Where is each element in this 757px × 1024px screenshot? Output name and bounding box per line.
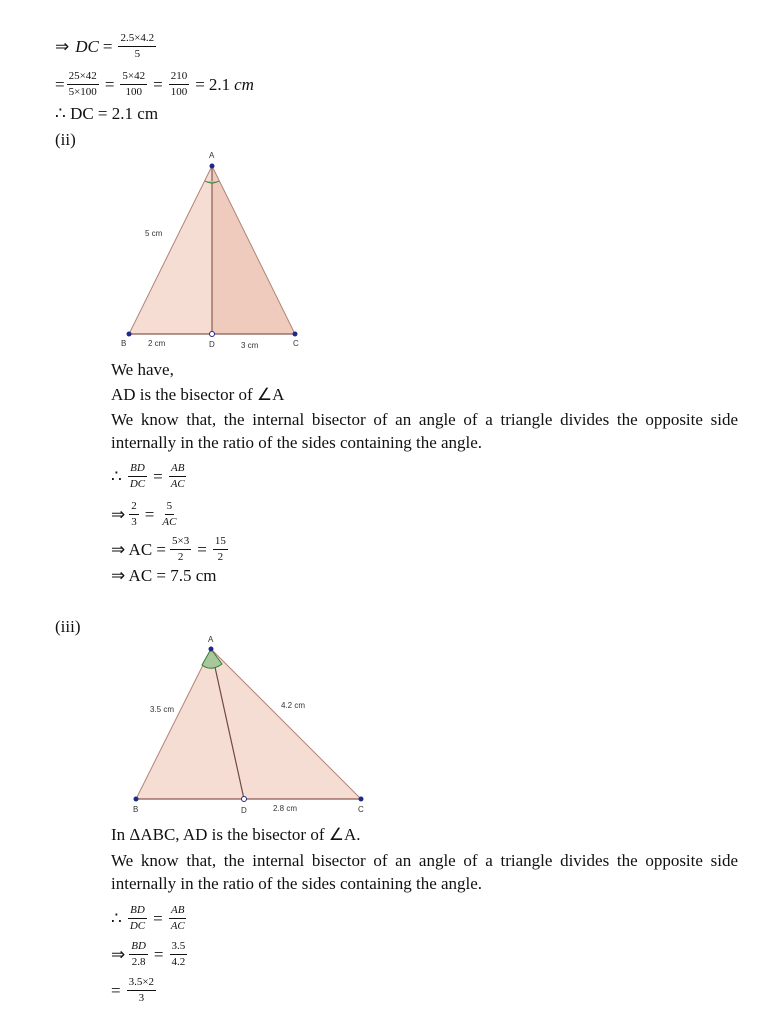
fraction: $\frac{15}{2}$	[214, 535, 226, 563]
ac-result: ⇒ AC = 7.5 cm	[111, 566, 217, 585]
theorem-statement-ii: We know that, the internal bisector of an angle of a triangle divides the opposite side internally in the ratio of the sides containing the angle.	[111, 410, 738, 452]
fraction: $\frac{5\times 42}{100}$	[122, 70, 146, 98]
fraction: $\frac{3.5}{4.2}$	[171, 940, 186, 968]
label-d: D	[241, 806, 247, 815]
point-a	[209, 647, 214, 652]
label-dc-length: 2.8 cm	[273, 804, 298, 813]
result-value: 2.1	[208, 74, 231, 94]
fraction: $\frac{BD}{DC}$	[129, 904, 146, 932]
ratio-step-3: ⇒ AC = $\frac{5\times 3}{2}$ = $\frac{15}{2}$	[111, 535, 226, 563]
fraction: $\frac{AB}{AC}$	[170, 462, 185, 490]
triangle-abc	[136, 649, 361, 799]
point-d	[210, 332, 215, 337]
part-ii-label: (ii)	[55, 130, 76, 149]
fraction: $\frac{2}{3}$	[131, 500, 137, 528]
dc-symbol: DC	[75, 36, 99, 56]
label-a: A	[208, 635, 214, 644]
fraction: $\frac{25\times 42}{5\times 100}$	[68, 70, 97, 98]
dc-calculation-line	[55, 70, 254, 99]
equals-sign: =	[153, 74, 163, 94]
equals-sign: =	[195, 74, 205, 94]
triangle-diagram-ii	[110, 148, 310, 353]
part-iii-label: (iii)	[55, 617, 81, 636]
point-c	[293, 332, 298, 337]
dc-conclusion: ∴ DC = 2.1 cm	[55, 104, 159, 123]
fraction: $\frac{BD}{2.8}$	[131, 940, 146, 968]
fraction: $\frac{BD}{DC}$	[129, 462, 146, 490]
unit: cm	[234, 74, 254, 94]
equals-sign: =	[104, 74, 115, 94]
label-dc-length: 3 cm	[241, 341, 259, 350]
label-c: C	[293, 339, 299, 348]
ratio-step-1: ∴ $\frac{BD}{DC}$ = $\frac{AB}{AC}$	[111, 462, 185, 490]
intro-statement-iii: In ΔABC, AD is the bisector of ∠A.	[111, 825, 361, 844]
implies-symbol: ⇒	[55, 36, 70, 56]
ratio-step-3-iii: = $\frac{3.5\times 2}{3}$	[111, 976, 155, 1004]
ratio-step-2: ⇒ $\frac{2}{3}$ = $\frac{5}{AC}$	[111, 500, 177, 528]
label-b: B	[121, 339, 127, 348]
label-c: C	[358, 805, 364, 814]
dc-formula-line	[55, 32, 158, 61]
fraction: $\frac{5}{AC}$	[162, 500, 177, 528]
point-b	[134, 797, 139, 802]
we-have-text: We have,	[111, 360, 174, 379]
label-ac-length: 4.2 cm	[281, 701, 306, 710]
fraction: $\frac{210}{100}$	[170, 70, 188, 98]
theorem-statement-iii: We know that, the internal bisector of an angle of a triangle divides the opposite side internally in the ratio of the sides containing the angle.	[111, 851, 738, 893]
label-d: D	[209, 340, 215, 349]
fraction: $\frac{AB}{AC}$	[170, 904, 185, 932]
point-a	[210, 164, 215, 169]
label-b: B	[133, 805, 139, 814]
point-d	[242, 797, 247, 802]
label-bd-length: 2 cm	[148, 339, 166, 348]
fraction: $\frac{5\times 3}{2}$	[172, 535, 190, 563]
fraction: $\frac{2.5\times 4.2}{5}$	[120, 32, 155, 60]
bisector-statement: AD is the bisector of ∠A	[111, 385, 285, 404]
fraction: $\frac{3.5\times 2}{3}$	[128, 976, 155, 1004]
triangle-right-region	[212, 166, 295, 334]
point-b	[127, 332, 132, 337]
label-ab-length: 5 cm	[145, 229, 163, 238]
equals-sign: =	[55, 74, 65, 94]
ratio-step-1-iii: ∴ $\frac{BD}{DC}$ = $\frac{AB}{AC}$	[111, 904, 185, 932]
point-c	[359, 797, 364, 802]
ratio-step-2-iii: ⇒ $\frac{BD}{2.8}$ = $\frac{3.5}{4.2}$	[111, 940, 186, 968]
equals-sign: =	[102, 36, 113, 56]
triangle-left-region	[129, 166, 212, 334]
label-ab-length: 3.5 cm	[150, 705, 175, 714]
label-a: A	[209, 151, 215, 160]
triangle-diagram-iii	[125, 632, 375, 822]
